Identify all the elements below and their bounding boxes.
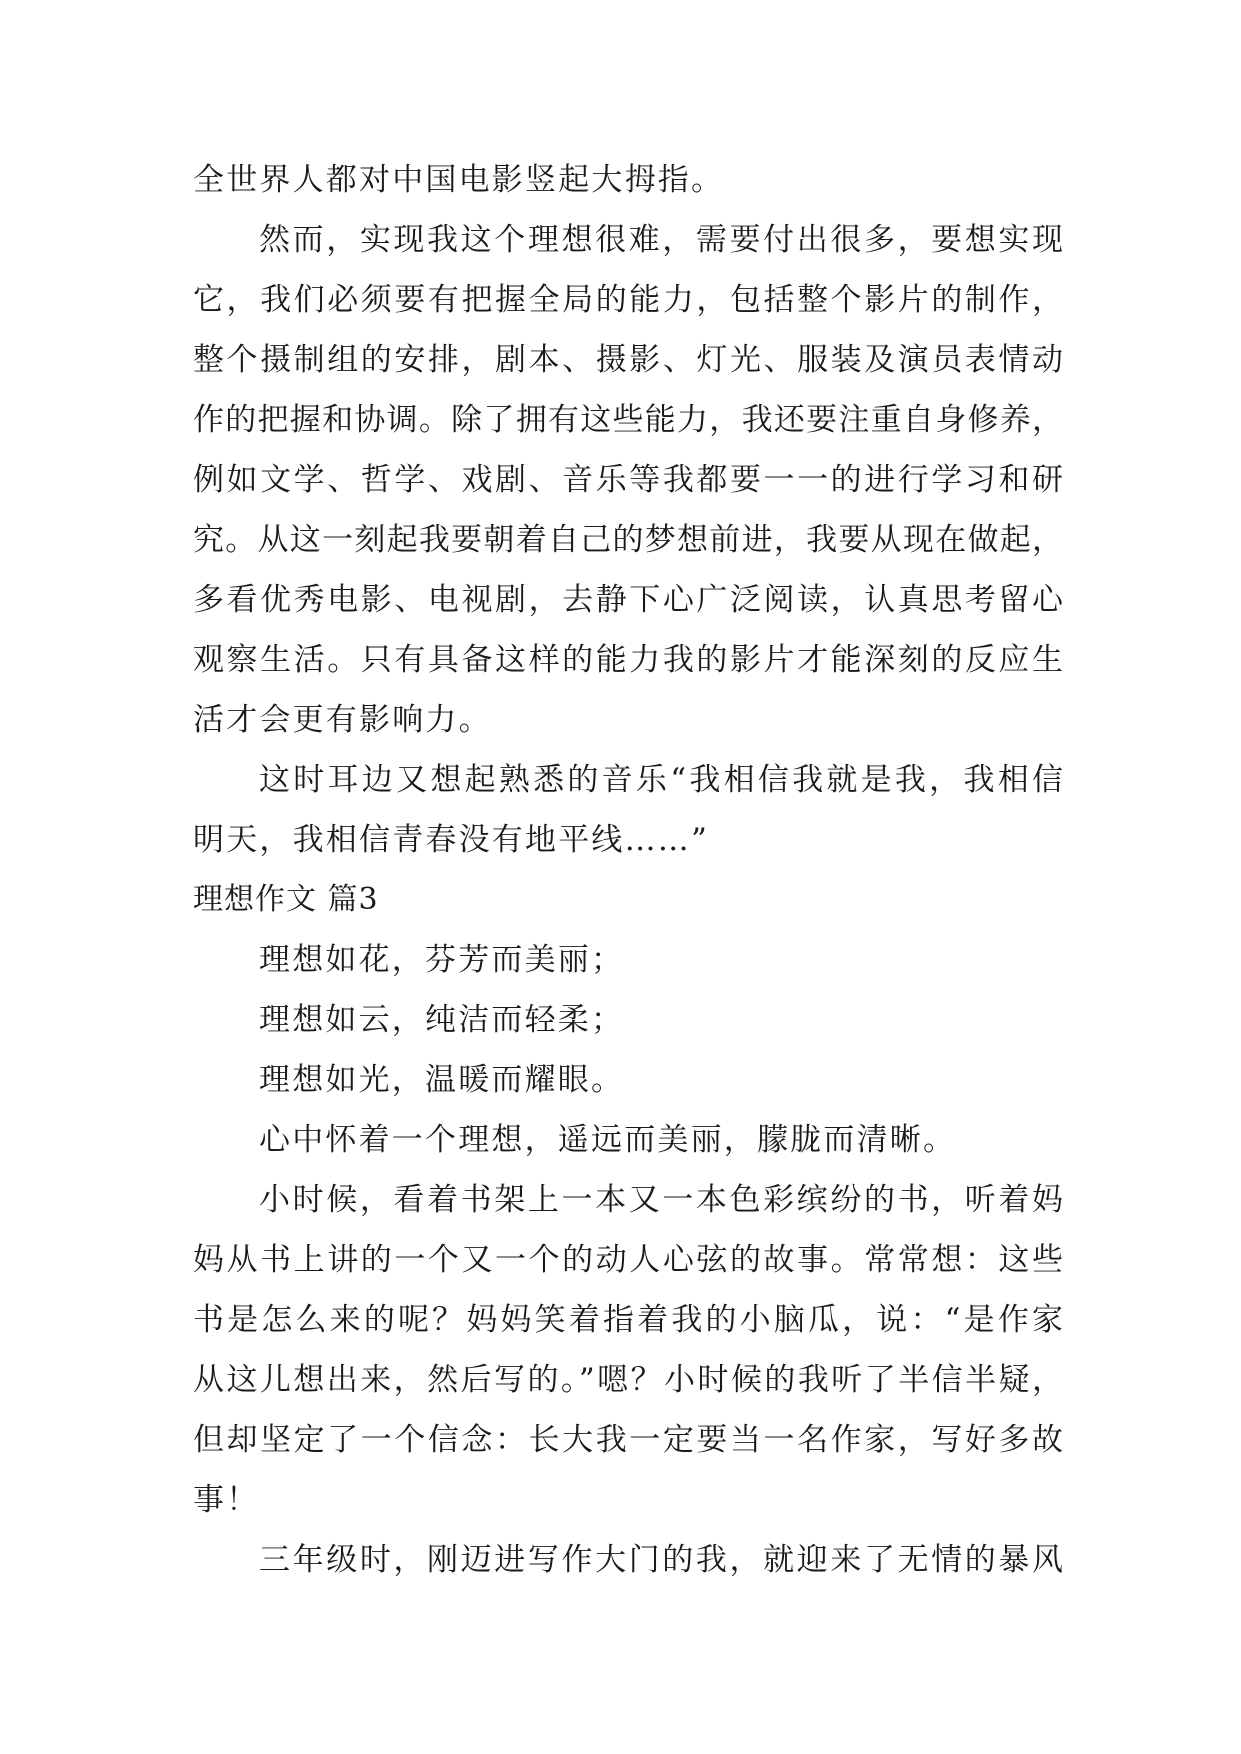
text-line: 书是怎么来的呢？妈妈笑着指着我的小脑瓜，说：“是作家 <box>193 1302 1063 1338</box>
text-line: 全世界人都对中国电影竖起大拇指。 <box>193 162 725 198</box>
text-line: 理想如云，纯洁而轻柔； <box>259 1002 625 1038</box>
text-line: 但却坚定了一个信念：长大我一定要当一名作家，写好多故 <box>193 1422 1063 1458</box>
text-line: 活才会更有影响力。 <box>193 702 492 738</box>
text-line: 整个摄制组的安排，剧本、摄影、灯光、服装及演员表情动 <box>193 342 1063 378</box>
text-line: 观察生活。只有具备这样的能力我的影片才能深刻的反应生 <box>193 642 1063 678</box>
text-line: 例如文学、哲学、戏剧、音乐等我都要一一的进行学习和研 <box>193 462 1063 498</box>
text-line: 从这儿想出来，然后写的。”嗯？小时候的我听了半信半疑， <box>193 1362 1063 1398</box>
text-line: 作的把握和协调。除了拥有这些能力，我还要注重自身修养， <box>193 402 1063 438</box>
text-line: 妈从书上讲的一个又一个的动人心弦的故事。常常想：这些 <box>193 1242 1063 1278</box>
text-line: 事！ <box>193 1482 260 1518</box>
text-line: 明天，我相信青春没有地平线……” <box>193 822 710 858</box>
text-line: 小时候，看着书架上一本又一本色彩缤纷的书，听着妈 <box>259 1182 1063 1218</box>
text-line: 理想如光，温暖而耀眼。 <box>259 1062 625 1098</box>
text-line: 心中怀着一个理想，遥远而美丽，朦胧而清晰。 <box>259 1122 957 1158</box>
text-line: 理想如花，芬芳而美丽； <box>259 942 625 978</box>
text-line: 多看优秀电影、电视剧，去静下心广泛阅读，认真思考留心 <box>193 582 1063 618</box>
section-heading: 理想作文 篇3 <box>193 882 379 917</box>
text-line: 它，我们必须要有把握全局的能力，包括整个影片的制作， <box>193 282 1063 318</box>
document-body <box>193 150 1063 1590</box>
text-line: 三年级时，刚迈进写作大门的我，就迎来了无情的暴风 <box>259 1542 1063 1578</box>
text-line: 然而，实现我这个理想很难，需要付出很多，要想实现 <box>259 222 1063 258</box>
text-line: 究。从这一刻起我要朝着自己的梦想前进，我要从现在做起， <box>193 522 1063 558</box>
text-line: 这时耳边又想起熟悉的音乐“我相信我就是我，我相信 <box>259 762 1063 798</box>
